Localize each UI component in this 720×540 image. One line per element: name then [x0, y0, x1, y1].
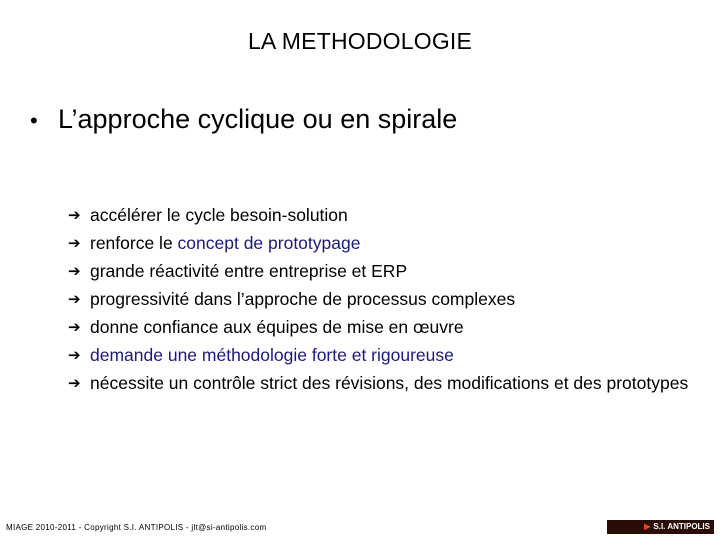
- arrow-icon: ➔: [68, 207, 81, 224]
- sub-bullet-text: donne confiance aux équipes de mise en œuvre: [90, 317, 464, 337]
- sub-bullet-item: [68, 232, 698, 255]
- sub-bullet-text: renforce le concept de prototypage: [90, 233, 361, 253]
- highlighted-phrase: concept de prototypage: [177, 233, 361, 253]
- main-bullet-text: L’approche cyclique ou en spirale: [58, 104, 458, 134]
- logo-text: S.I. ANTIPOLIS: [653, 522, 710, 531]
- sub-bullet-item: [68, 204, 698, 227]
- sub-bullet-list: [68, 204, 698, 400]
- sub-bullet-item: [68, 288, 698, 311]
- arrow-icon: ➔: [68, 291, 81, 308]
- arrow-icon: ➔: [68, 235, 81, 252]
- sub-bullet-item: [68, 260, 698, 283]
- footer-copyright: MIAGE 2010-2011 - Copyright S.I. ANTIPOLIS - jlt@si-antipolis.com: [6, 523, 267, 532]
- arrow-icon: ➔: [68, 375, 81, 392]
- bullet-icon: •: [30, 108, 38, 133]
- arrow-icon: ➔: [68, 347, 81, 364]
- logo-mark-icon: ▶: [644, 522, 651, 531]
- sub-bullet-text: accélérer le cycle besoin-solution: [90, 205, 348, 225]
- sub-bullet-text: nécessite un contrôle strict des révisions, des modifications et des prototypes: [90, 373, 689, 393]
- slide-title: LA METHODOLOGIE: [247, 28, 473, 54]
- company-logo: [607, 520, 714, 534]
- sub-bullet-text: grande réactivité entre entreprise et ERP: [90, 261, 408, 281]
- sub-bullet-text: progressivité dans l’approche de processus complexes: [90, 289, 516, 309]
- main-bullet: [30, 104, 457, 135]
- sub-bullet-item: [68, 344, 698, 367]
- sub-bullet-text: demande une méthodologie forte et rigoureuse: [90, 345, 454, 365]
- arrow-icon: ➔: [68, 263, 81, 280]
- sub-bullet-item: [68, 372, 698, 395]
- sub-bullet-item: [68, 316, 698, 339]
- arrow-icon: ➔: [68, 319, 81, 336]
